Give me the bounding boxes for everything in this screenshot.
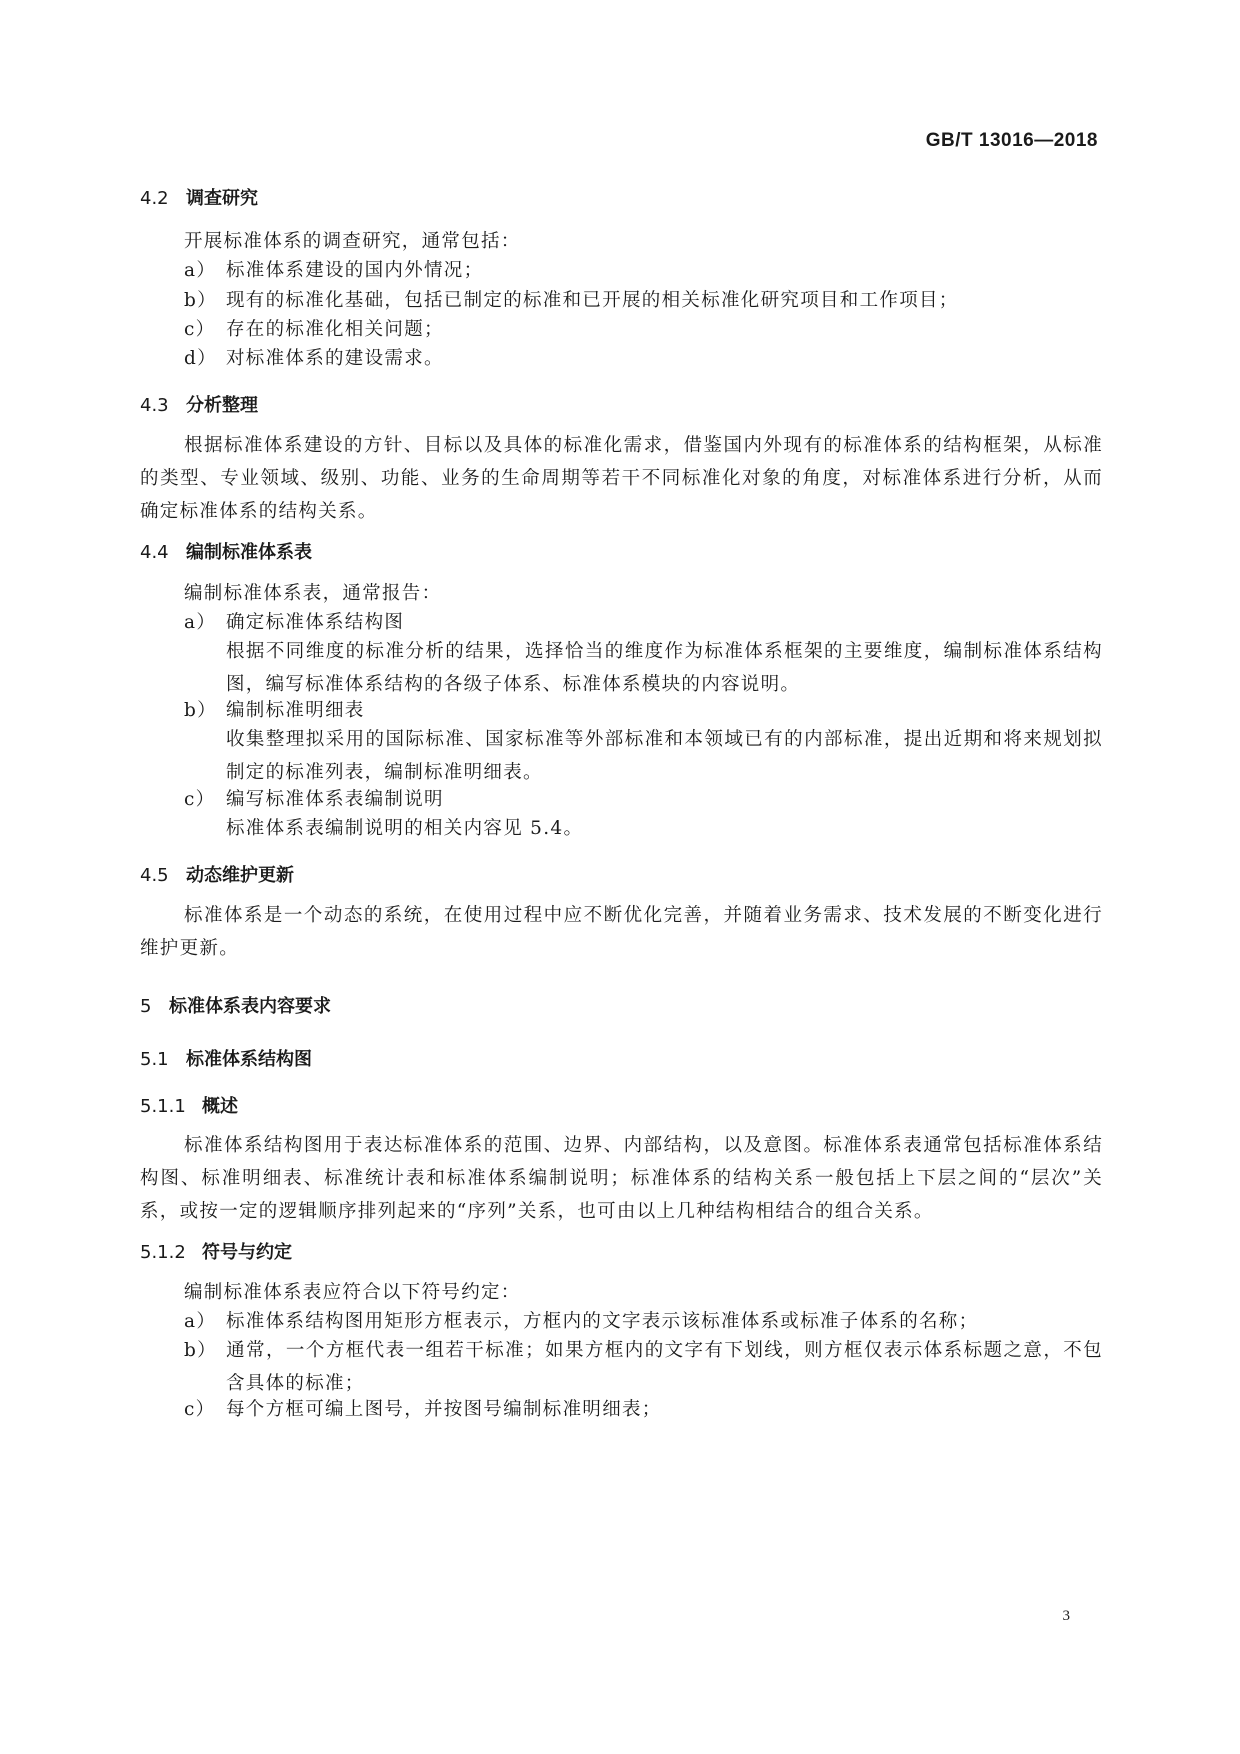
section-title: 编制标准体系表 [186, 542, 312, 563]
list-marker: a） [184, 1311, 217, 1332]
paragraph: 标准体系结构图用于表达标准体系的范围、边界、内部结构，以及意图。标准体系表通常包括标准体系结构图、标准明细表、标准统计表和标准体系编制说明；标准体系的结构关系一般包括上下层之间的“层次”关系，或按一定的逻辑顺序排列起来的“序列”关系，也可由以上几种结构相结合的组合关系。 [140, 1135, 1103, 1222]
list-item [184, 1334, 1103, 1400]
section-title: 概述 [202, 1096, 238, 1117]
paragraph: 根据标准体系建设的方针、目标以及具体的标准化需求，借鉴国内外现有的标准体系的结构框架，从标准的类型、专业领域、级别、功能、业务的生命周期等若干不同标准化对象的角度，对标准体系进行分析，从而确定标准体系的结构关系。 [140, 435, 1103, 522]
section-heading-5 [140, 992, 331, 1018]
section-number: 4.5 [140, 865, 169, 886]
paragraph: 开展标准体系的调查研究，通常包括： [184, 231, 521, 252]
section-title: 调查研究 [186, 188, 258, 209]
list-item-description: 收集整理拟采用的国际标准、国家标准等外部标准和本领域已有的内部标准，提出近期和将来规划拟制定的标准列表，编制标准明细表。 [226, 729, 1103, 783]
section-heading-5-1 [140, 1045, 312, 1071]
section-heading-5-1-1 [140, 1092, 238, 1118]
section-number: 4.3 [140, 395, 169, 416]
list-marker: c） [184, 319, 216, 340]
list-text: 编制标准明细表 [226, 700, 365, 721]
section-title: 符号与约定 [202, 1242, 292, 1263]
section-heading-4-5 [140, 861, 294, 887]
list-item-description: 标准体系表编制说明的相关内容见 5.4。 [226, 818, 584, 839]
list-item [184, 342, 1103, 375]
section-title: 动态维护更新 [186, 865, 294, 886]
section-number: 5.1 [140, 1049, 169, 1070]
list-text: 标准体系结构图用矩形方框表示，方框内的文字表示该标准体系或标准子体系的名称； [226, 1311, 979, 1332]
paragraph: 编制标准体系表应符合以下符号约定： [184, 1282, 521, 1303]
section-number: 5 [140, 996, 152, 1017]
section-number: 5.1.1 [140, 1096, 186, 1117]
paragraph: 编制标准体系表，通常报告： [184, 583, 442, 604]
list-marker: b） [184, 1340, 217, 1361]
section-heading-4-4 [140, 538, 312, 564]
list-marker: c） [184, 789, 216, 810]
list-text: 每个方框可编上图号，并按图号编制标准明细表； [226, 1399, 662, 1420]
list-text: 确定标准体系结构图 [226, 612, 405, 633]
list-text: 存在的标准化相关问题； [226, 319, 444, 340]
list-text: 通常，一个方框代表一组若干标准；如果方框内的文字有下划线，则方框仅表示体系标题之意，不包含具体的标准； [226, 1340, 1103, 1394]
paragraph: 标准体系是一个动态的系统，在使用过程中应不断优化完善，并随着业务需求、技术发展的不断变化进行维护更新。 [140, 905, 1103, 959]
list-marker: c） [184, 1399, 216, 1420]
list-text: 对标准体系的建设需求。 [226, 348, 444, 369]
list-item [184, 254, 1103, 287]
list-marker: b） [184, 290, 217, 311]
section-title: 标准体系结构图 [186, 1049, 312, 1070]
list-item [184, 1393, 1103, 1426]
page-number: 3 [1062, 1608, 1070, 1624]
section-heading-4-3 [140, 391, 258, 417]
section-heading-5-1-2 [140, 1238, 292, 1264]
list-text: 标准体系建设的国内外情况； [226, 260, 484, 281]
list-item-description: 根据不同维度的标准分析的结果，选择恰当的维度作为标准体系框架的主要维度，编制标准体系结构图，编写标准体系结构的各级子体系、标准体系模块的内容说明。 [226, 641, 1103, 695]
list-marker: b） [184, 700, 217, 721]
section-number: 4.4 [140, 542, 169, 563]
list-text: 现有的标准化基础，包括已制定的标准和已开展的相关标准化研究项目和工作项目； [226, 290, 959, 311]
list-marker: a） [184, 260, 217, 281]
list-marker: d） [184, 348, 217, 369]
section-number: 5.1.2 [140, 1242, 186, 1263]
list-marker: a） [184, 612, 217, 633]
section-title: 标准体系表内容要求 [169, 996, 331, 1017]
standard-code: GB/T 13016—2018 [925, 130, 1098, 151]
list-text: 编写标准体系表编制说明 [226, 789, 444, 810]
section-title: 分析整理 [186, 395, 258, 416]
section-number: 4.2 [140, 188, 169, 209]
section-heading-4-2 [140, 184, 258, 210]
